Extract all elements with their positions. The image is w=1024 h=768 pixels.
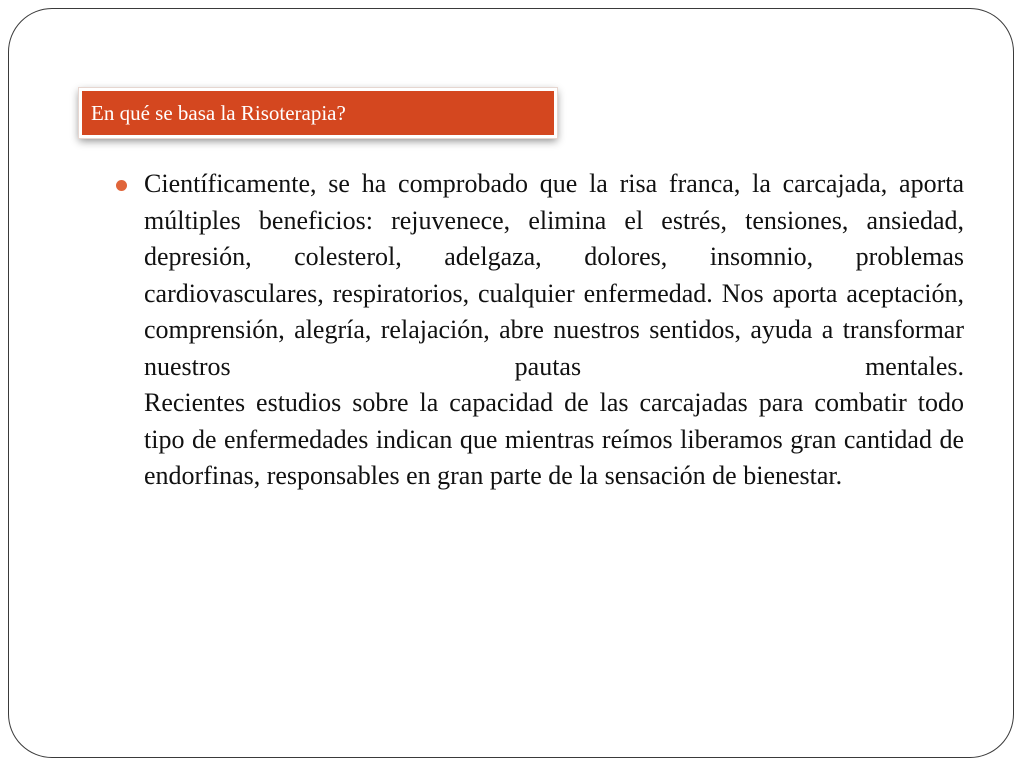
- paragraph-1: Científicamente, se ha comprobado que la risa franca, la carcajada, aporta múltiples beneficios: rejuvenece, elimina el estrés, tensiones, ansiedad, depresión, colesterol, adelgaza, dolores, insomnio, problemas cardiovasculares, respiratorios, cualquier enfermedad. Nos aporta aceptación, comprensión, alegría, relajación, abre nuestros sentidos, ayuda a transformar nuestros pautas mentales.: [144, 169, 964, 381]
- bullet-item: [112, 166, 964, 495]
- slide-title: En qué se basa la Risoterapia?: [91, 100, 346, 125]
- slide-title-box: [79, 88, 557, 138]
- bullet-icon: [116, 180, 127, 191]
- paragraph-2: Recientes estudios sobre la capacidad de las carcajadas para combatir todo tipo de enfermedades indican que mientras reímos liberamos gran cantidad de endorfinas, responsables en gran parte de la sensación de bienestar.: [144, 388, 964, 490]
- slide-content: [112, 166, 964, 495]
